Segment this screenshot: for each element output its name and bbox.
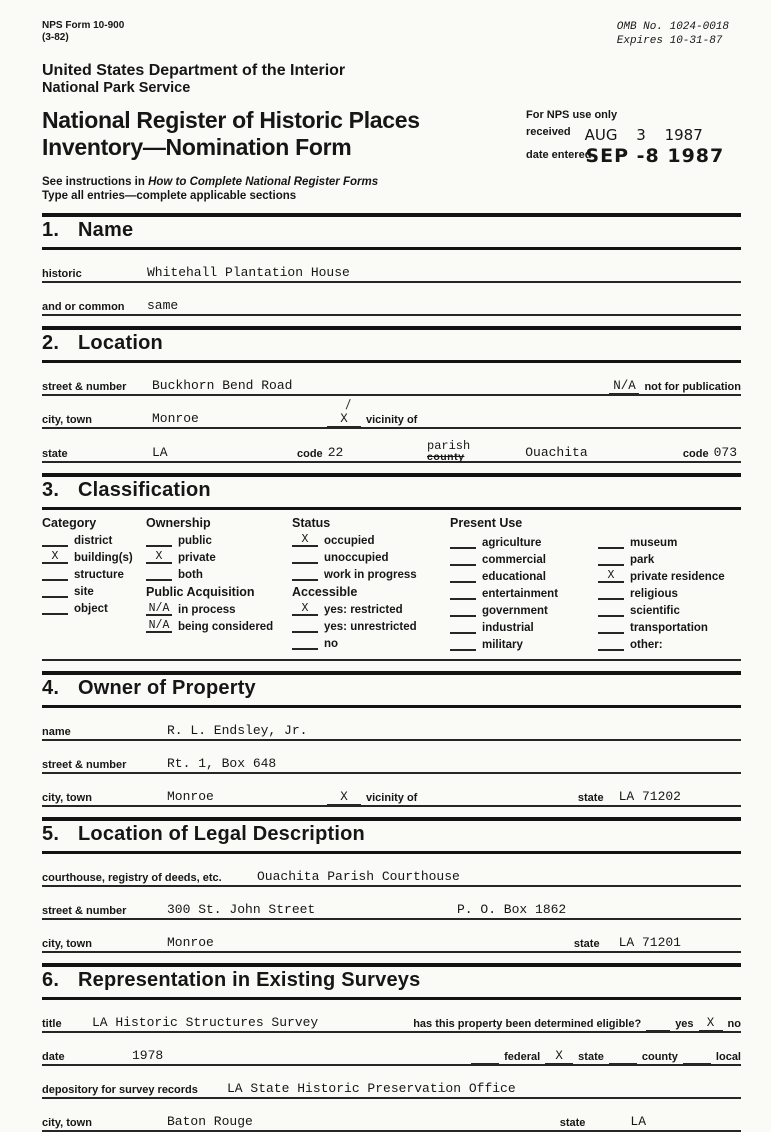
educational-label: educational	[482, 571, 546, 583]
checkbox-commercial	[450, 552, 598, 566]
present-use-col2	[598, 532, 741, 651]
eligible-yes-label: yes	[675, 1018, 694, 1030]
checkbox-district	[42, 533, 146, 547]
county-parish-stack	[427, 441, 470, 463]
section-3-title: Classification	[78, 479, 211, 501]
survey-state-label: state	[559, 1117, 586, 1129]
both-mark	[146, 567, 172, 581]
checkbox-scientific	[598, 603, 741, 617]
being-considered-mark: N/A	[146, 619, 172, 633]
owner-street-value: Rt. 1, Box 648	[167, 756, 277, 771]
field-city-town	[42, 405, 741, 429]
being-considered-label: being considered	[178, 621, 274, 633]
handwritten-check-mark	[337, 396, 350, 410]
military-mark	[450, 637, 476, 651]
vicinity-checkbox: X	[327, 412, 361, 428]
checkbox-government	[450, 603, 598, 617]
checkbox-entertainment	[450, 586, 598, 600]
form-title-line1: National Register of Historic Places	[42, 107, 420, 133]
omb-block	[617, 20, 729, 48]
structure-label: structure	[74, 569, 124, 581]
in-process-label: in process	[178, 604, 236, 616]
checkbox-no-access	[292, 636, 450, 650]
military-label: military	[482, 639, 523, 651]
section-5-header	[42, 817, 741, 854]
eligible-question: has this property been determined eligible?	[413, 1018, 642, 1030]
survey-city-value: Baton Rouge	[167, 1114, 253, 1129]
legal-state-label: state	[573, 938, 600, 950]
depository-label: depository for survey records	[42, 1084, 198, 1096]
omb-expires: Expires 10-31-87	[616, 35, 723, 47]
entertainment-mark	[450, 586, 476, 600]
local-option-label: local	[715, 1051, 741, 1063]
yes-unrestricted-mark	[292, 619, 318, 633]
checkbox-object	[42, 601, 146, 615]
public-mark	[146, 533, 172, 547]
checkbox-buildings	[42, 550, 146, 564]
checkbox-both	[146, 567, 292, 581]
eligible-no-label: no	[727, 1018, 741, 1030]
county-option-label: county	[641, 1051, 678, 1063]
eligible-no-checkbox: X	[699, 1016, 723, 1032]
section-2-number: 2.	[42, 332, 60, 354]
work-in-progress-mark	[292, 567, 318, 581]
legal-po-box-value: P. O. Box 1862	[457, 902, 567, 917]
district-label: district	[74, 535, 113, 547]
no-access-mark	[292, 636, 318, 650]
section-6-title: Representation in Existing Surveys	[78, 969, 421, 991]
field-state-county	[42, 438, 741, 463]
survey-state-value: LA	[630, 1114, 646, 1129]
museum-label: museum	[630, 537, 678, 549]
private-residence-label: private residence	[630, 571, 725, 583]
instructions-line1	[42, 175, 741, 189]
both-label: both	[178, 569, 203, 581]
category-column	[42, 516, 146, 651]
historic-value: Whitehall Plantation House	[147, 265, 350, 280]
scientific-mark	[598, 603, 624, 617]
checkbox-being-considered	[146, 619, 292, 633]
owner-street-label: street & number	[42, 759, 127, 771]
district-mark	[42, 533, 68, 547]
state-value: LA	[152, 445, 168, 460]
no-access-label: no	[324, 638, 339, 650]
field-survey-title	[42, 1009, 741, 1033]
work-in-progress-label: work in progress	[324, 569, 417, 581]
received-date-stamp: AUG 3 1987	[584, 126, 703, 144]
courthouse-label: courthouse, registry of deeds, etc.	[42, 872, 222, 884]
owner-city-value: Monroe	[167, 789, 214, 804]
state-code-value: 22	[327, 445, 344, 460]
county-printed-label: county	[427, 451, 465, 463]
checkbox-transportation	[598, 620, 741, 634]
field-common-name	[42, 292, 741, 316]
status-header: Status	[292, 516, 331, 530]
state-label: state	[42, 448, 68, 460]
checkbox-yes-unrestricted	[292, 619, 450, 633]
field-street-number	[42, 372, 741, 396]
government-label: government	[482, 605, 548, 617]
city-town-value: Monroe	[152, 411, 199, 426]
field-owner-name	[42, 717, 741, 741]
date-entered-stamp: SEP -8 1987	[585, 145, 725, 167]
title-block	[42, 107, 741, 167]
form-number: NPS Form 10-900	[42, 20, 125, 31]
commercial-label: commercial	[482, 554, 546, 566]
private-mark: X	[146, 550, 172, 564]
present-use-column	[450, 516, 741, 651]
accessible-header: Accessible	[292, 585, 358, 599]
checkbox-unoccupied	[292, 550, 450, 564]
site-label: site	[74, 586, 94, 598]
checkbox-other	[598, 637, 741, 651]
field-owner-city	[42, 783, 741, 807]
legal-city-value: Monroe	[167, 935, 214, 950]
field-legal-city	[42, 929, 741, 953]
federal-label: federal	[504, 1051, 541, 1063]
unoccupied-mark	[292, 550, 318, 564]
ownership-header: Ownership	[146, 516, 211, 530]
survey-date-value: 1978	[132, 1048, 164, 1063]
department-title: United States Department of the Interior	[42, 62, 346, 79]
religious-label: religious	[630, 588, 678, 600]
legal-city-label: city, town	[42, 938, 92, 950]
occupied-label: occupied	[324, 535, 375, 547]
owner-vicinity-label: vicinity of	[366, 792, 418, 804]
county-checkbox	[609, 1049, 637, 1065]
in-process-mark: N/A	[146, 602, 172, 616]
checkbox-occupied	[292, 533, 450, 547]
status-column	[292, 516, 450, 651]
owner-city-label: city, town	[42, 792, 92, 804]
county-code-label: code	[682, 448, 709, 460]
street-number-value: Buckhorn Bend Road	[152, 378, 293, 393]
nps-use-only-label: For NPS use only	[526, 109, 618, 121]
survey-date-label: date	[42, 1051, 65, 1063]
section-6-number: 6.	[42, 969, 60, 991]
object-mark	[42, 601, 68, 615]
section-4-title: Owner of Property	[78, 677, 256, 699]
historic-label: historic	[42, 268, 82, 280]
structure-mark	[42, 567, 68, 581]
eligible-yes-checkbox	[646, 1016, 670, 1032]
section-4-number: 4.	[42, 677, 60, 699]
educational-mark	[450, 569, 476, 583]
instructions-line2: Type all entries—complete applicable sections	[42, 190, 297, 202]
state-option-label: state	[578, 1051, 604, 1063]
owner-state-label: state	[577, 792, 604, 804]
legal-street-value: 300 St. John Street	[167, 902, 316, 917]
checkbox-museum	[598, 535, 741, 549]
museum-mark	[598, 535, 624, 549]
parish-typed-correction: parish	[427, 439, 471, 453]
transportation-mark	[598, 620, 624, 634]
public-label: public	[178, 535, 212, 547]
category-header: Category	[42, 516, 97, 530]
state-code-label: code	[297, 448, 323, 460]
checkbox-private-residence	[598, 569, 741, 583]
section-1-number: 1.	[42, 219, 60, 241]
legal-street-label: street & number	[42, 905, 127, 917]
industrial-label: industrial	[482, 622, 534, 634]
depository-value: LA State Historic Preservation Office	[227, 1081, 516, 1096]
survey-title-label: title	[42, 1018, 62, 1030]
agriculture-label: agriculture	[482, 537, 542, 549]
owner-vicinity-checkbox: X	[327, 790, 361, 806]
checkbox-military	[450, 637, 598, 651]
survey-city-label: city, town	[42, 1117, 92, 1129]
city-town-label: city, town	[42, 414, 92, 426]
section-5-title: Location of Legal Description	[78, 823, 365, 845]
federal-checkbox	[471, 1049, 499, 1065]
vicinity-label: vicinity of	[366, 414, 418, 426]
form-revision: (3-82)	[42, 32, 69, 43]
not-for-publication-label: not for publication	[644, 381, 741, 393]
commercial-mark	[450, 552, 476, 566]
section-2-header	[42, 326, 741, 363]
checkbox-work-in-progress	[292, 567, 450, 581]
checkbox-agriculture	[450, 535, 598, 549]
checkbox-private	[146, 550, 292, 564]
site-mark	[42, 584, 68, 598]
checkbox-industrial	[450, 620, 598, 634]
scientific-label: scientific	[630, 605, 680, 617]
checkbox-educational	[450, 569, 598, 583]
local-checkbox	[683, 1049, 711, 1065]
received-label: received	[526, 126, 571, 138]
survey-title-value: LA Historic Structures Survey	[92, 1015, 319, 1030]
field-survey-city	[42, 1108, 741, 1132]
checkbox-public	[146, 533, 292, 547]
buildings-label: building(s)	[74, 552, 133, 564]
checkbox-yes-restricted	[292, 602, 450, 616]
industrial-mark	[450, 620, 476, 634]
section-1-title: Name	[78, 219, 134, 241]
private-label: private	[178, 552, 216, 564]
field-depository	[42, 1075, 741, 1099]
religious-mark	[598, 586, 624, 600]
omb-number: OMB No. 1024-0018	[616, 21, 729, 33]
park-label: park	[630, 554, 655, 566]
government-mark	[450, 603, 476, 617]
county-code-value: 073	[713, 445, 737, 460]
owner-name-label: name	[42, 726, 71, 738]
field-owner-street	[42, 750, 741, 774]
common-name-label: and or common	[42, 301, 125, 313]
owner-state-value: LA 71202	[618, 789, 681, 804]
checkbox-site	[42, 584, 146, 598]
present-use-header: Present Use	[450, 516, 523, 530]
checkbox-park	[598, 552, 741, 566]
entertainment-label: entertainment	[482, 588, 559, 600]
field-legal-street	[42, 896, 741, 920]
field-survey-date	[42, 1042, 741, 1066]
checkbox-religious	[598, 586, 741, 600]
public-acquisition-header: Public Acquisition	[146, 585, 255, 599]
classification-grid	[42, 516, 741, 661]
common-name-value: same	[147, 298, 179, 313]
instructions	[42, 175, 741, 203]
section-1-header	[42, 213, 741, 250]
form-title-line2: Inventory—Nomination Form	[42, 134, 352, 160]
yes-restricted-mark: X	[292, 602, 318, 616]
instructions-prefix: See instructions in	[42, 176, 149, 188]
section-3-header	[42, 473, 741, 510]
object-label: object	[74, 603, 108, 615]
courthouse-value: Ouachita Parish Courthouse	[257, 869, 460, 884]
not-for-publication-mark: N/A	[609, 379, 639, 395]
unoccupied-label: unoccupied	[324, 552, 389, 564]
owner-name-value: R. L. Endsley, Jr.	[167, 723, 308, 738]
other-label: other:	[630, 639, 663, 651]
buildings-mark: X	[42, 550, 68, 564]
nps-use-only-box	[526, 107, 741, 167]
instructions-manual-title: How to Complete National Register Forms	[148, 176, 379, 188]
form-number-block	[42, 20, 124, 44]
yes-restricted-label: yes: restricted	[324, 604, 403, 616]
park-mark	[598, 552, 624, 566]
date-entered-label: date entered	[526, 149, 592, 161]
other-mark	[598, 637, 624, 651]
agency-title: National Park Service	[42, 80, 191, 96]
form-header	[42, 20, 741, 48]
section-6-header	[42, 963, 741, 1000]
section-2-title: Location	[78, 332, 163, 354]
form-title	[42, 107, 420, 167]
street-number-label: street & number	[42, 381, 127, 393]
section-3-number: 3.	[42, 479, 60, 501]
state-checkbox: X	[545, 1049, 573, 1065]
agriculture-mark	[450, 535, 476, 549]
checkbox-structure	[42, 567, 146, 581]
county-value: Ouachita	[525, 445, 588, 460]
field-historic-name	[42, 259, 741, 283]
yes-unrestricted-label: yes: unrestricted	[324, 621, 417, 633]
section-5-number: 5.	[42, 823, 60, 845]
legal-state-value: LA 71201	[618, 935, 681, 950]
checkbox-in-process	[146, 602, 292, 616]
ownership-column	[146, 516, 292, 651]
field-courthouse	[42, 863, 741, 887]
transportation-label: transportation	[630, 622, 708, 634]
present-use-col1	[450, 532, 598, 651]
section-4-header	[42, 671, 741, 708]
occupied-mark: X	[292, 533, 318, 547]
private-residence-mark: X	[598, 569, 624, 583]
